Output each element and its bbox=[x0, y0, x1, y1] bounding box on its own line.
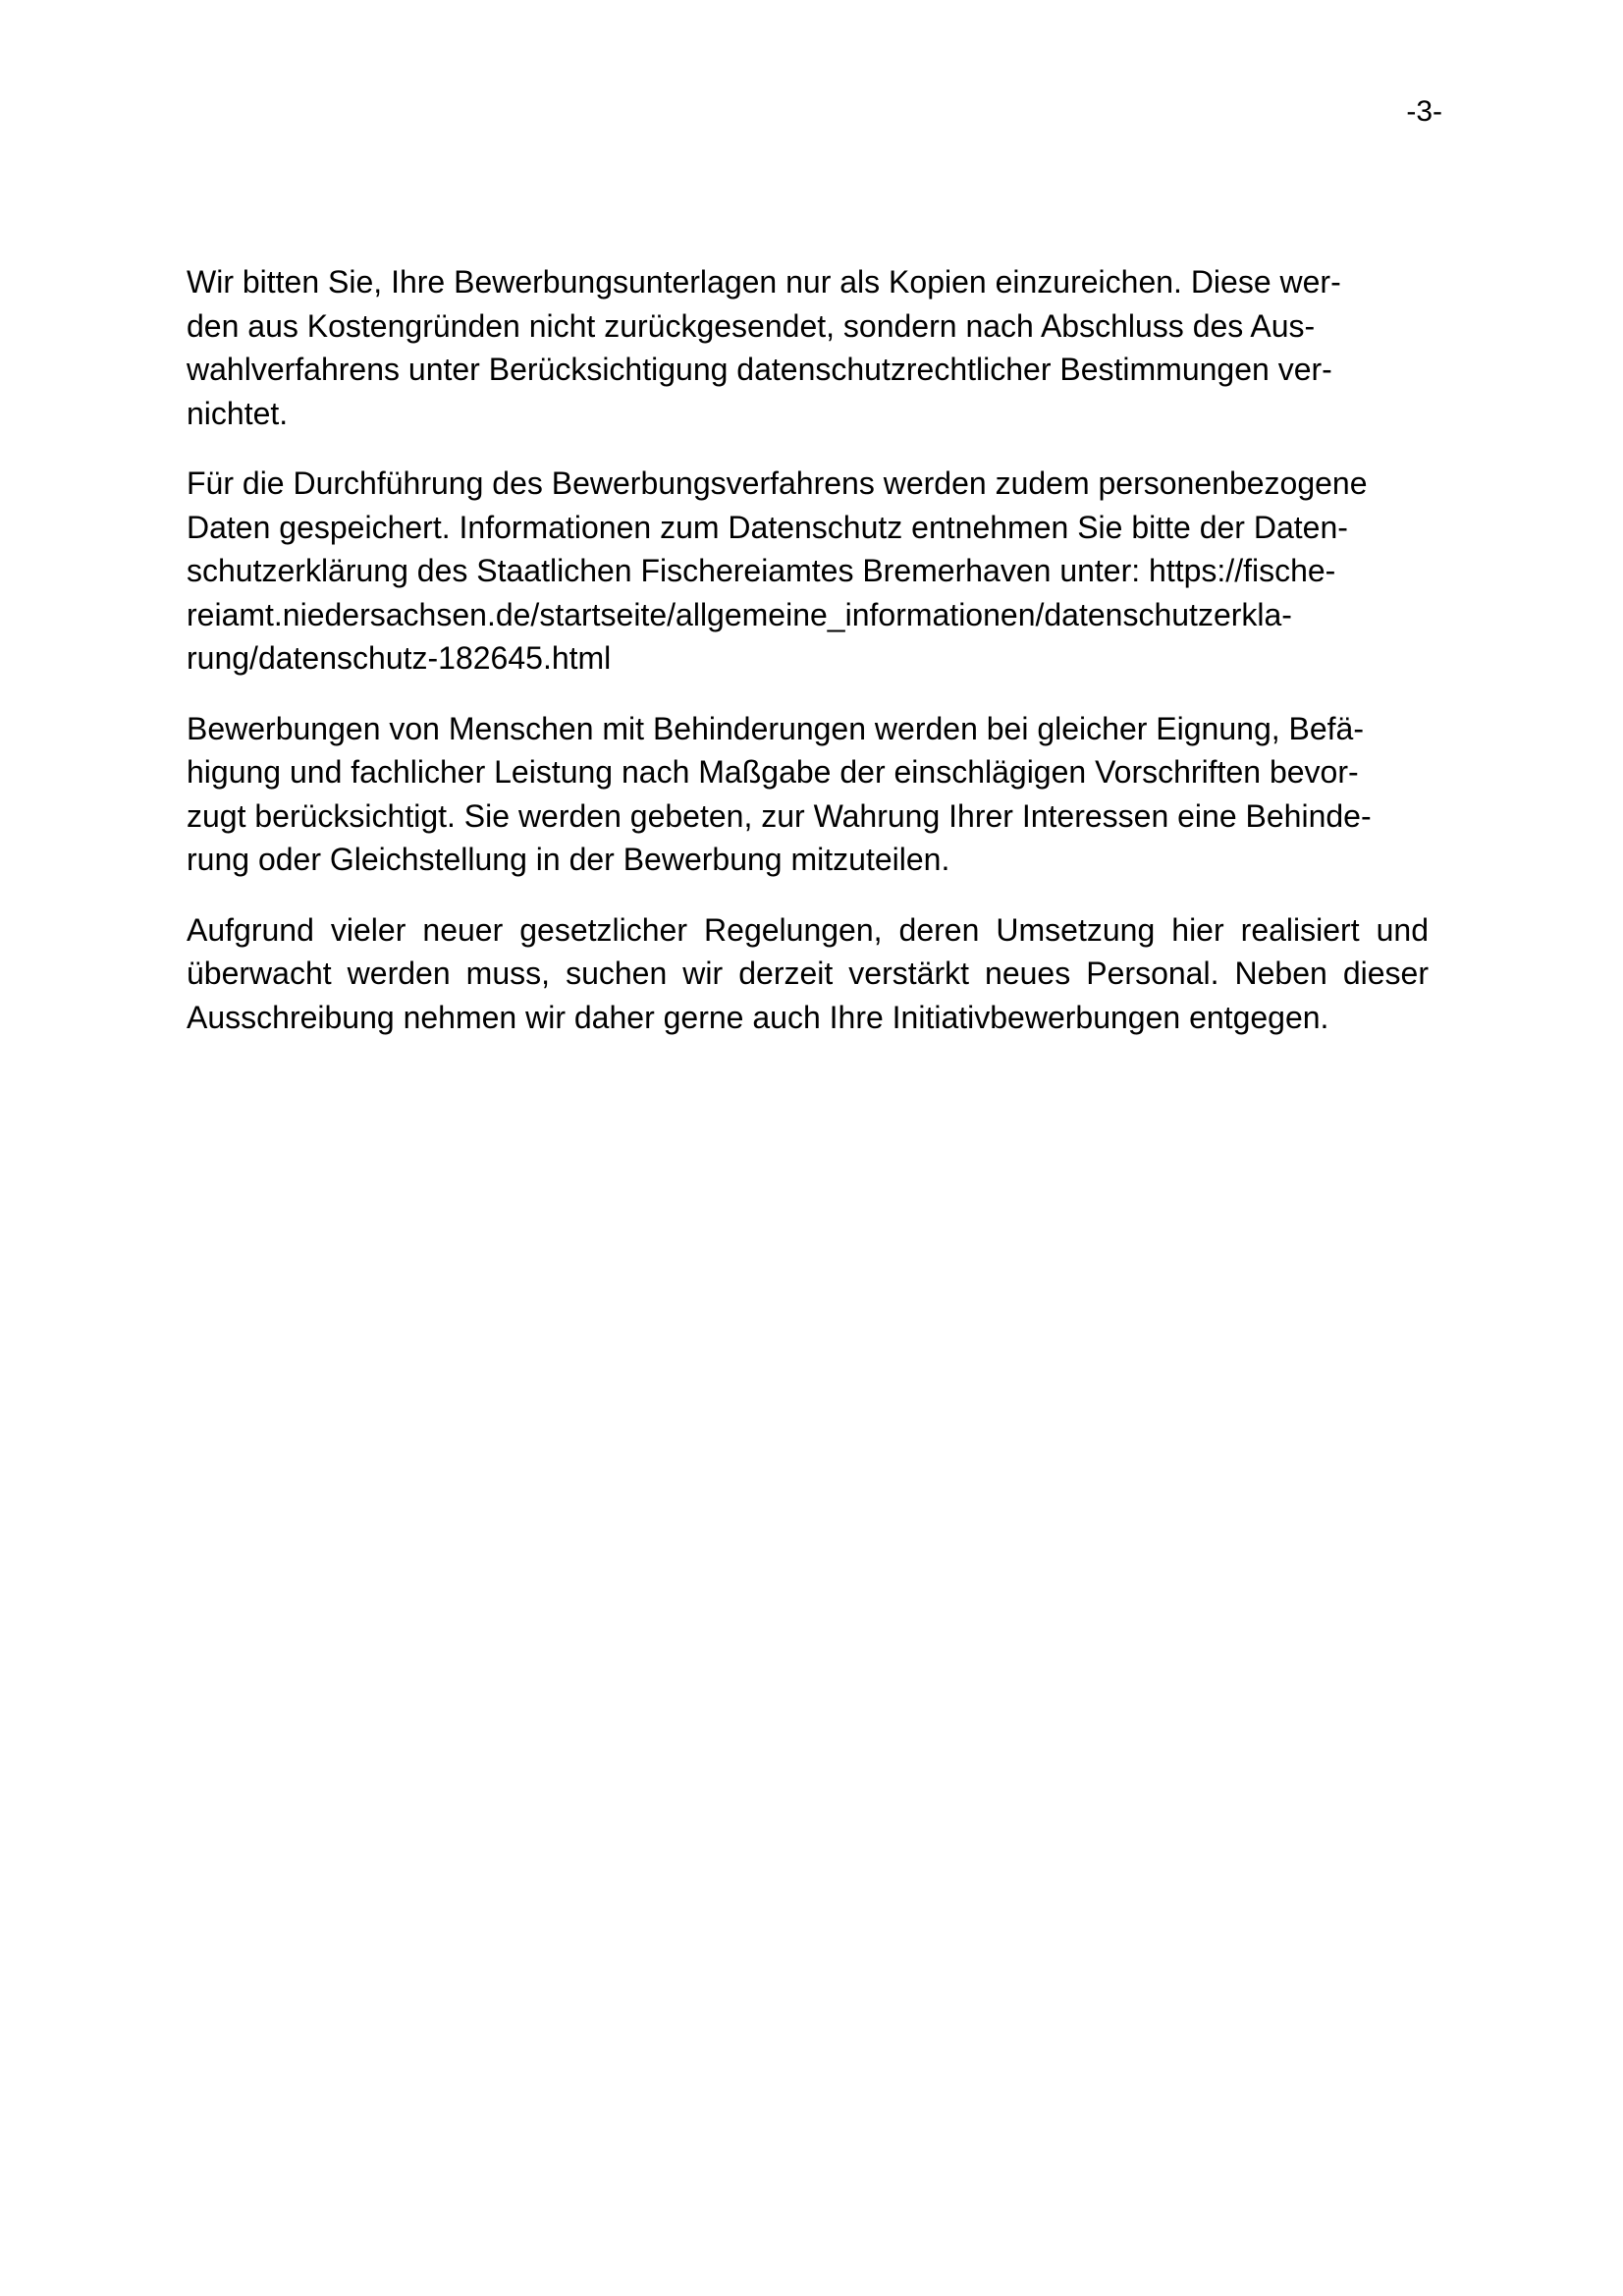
text-line: den aus Kostengründen nicht zurückgesendet, sondern nach Abschluss des Aus- bbox=[187, 307, 1316, 344]
text-line: Wir bitten Sie, Ihre Bewerbungsunterlagen nur als Kopien einzureichen. Diese wer- bbox=[187, 264, 1341, 300]
text-line: zugt berücksichtigt. Sie werden gebeten, zur Wahrung Ihrer Interessen eine Behinde- bbox=[187, 797, 1372, 834]
text-line: Für die Durchführung des Bewerbungsverfahrens werden zudem personenbezogene bbox=[187, 465, 1368, 501]
paragraph-disability-notice bbox=[187, 707, 1429, 882]
paragraph-return-of-documents bbox=[187, 260, 1429, 435]
text-line: reiamt.niedersachsen.de/startseite/allgemeine_informationen/datenschutzerkla- bbox=[187, 596, 1292, 632]
text-line: rung oder Gleichstellung in der Bewerbung mitzuteilen. bbox=[187, 842, 950, 877]
document-body bbox=[187, 260, 1429, 1039]
text-line: wahlverfahrens unter Berücksichtigung datenschutzrechtlicher Bestimmungen ver- bbox=[187, 352, 1332, 387]
text-line: Aufgrund vieler neuer gesetzlicher Regelungen, deren Umsetzung hier realisiert und bbox=[187, 911, 1429, 948]
page-number: -3- bbox=[1406, 95, 1442, 128]
text-line: Bewerbungen von Menschen mit Behinderungen werden bei gleicher Eignung, Befä- bbox=[187, 710, 1364, 746]
text-line: higung und fachlicher Leistung nach Maßgabe der einschlägigen Vorschriften bevor- bbox=[187, 754, 1359, 790]
text-line: überwacht werden muss, suchen wir derzeit verstärkt neues Personal. Neben dieser bbox=[187, 956, 1429, 991]
text-line: rung/datenschutz-182645.html bbox=[187, 640, 612, 676]
text-line: Ausschreibung nehmen wir daher gerne auch Ihre Initiativbewerbungen entgegen. bbox=[187, 999, 1329, 1035]
text-line: nichtet. bbox=[187, 395, 289, 431]
text-line: Daten gespeichert. Informationen zum Datenschutz entnehmen Sie bitte der Daten- bbox=[187, 509, 1348, 545]
paragraph-initiative-applications bbox=[187, 908, 1429, 1040]
paragraph-data-protection bbox=[187, 462, 1429, 681]
text-line: schutzerklärung des Staatlichen Fischereiamtes Bremerhaven unter: https://fische- bbox=[187, 553, 1336, 588]
